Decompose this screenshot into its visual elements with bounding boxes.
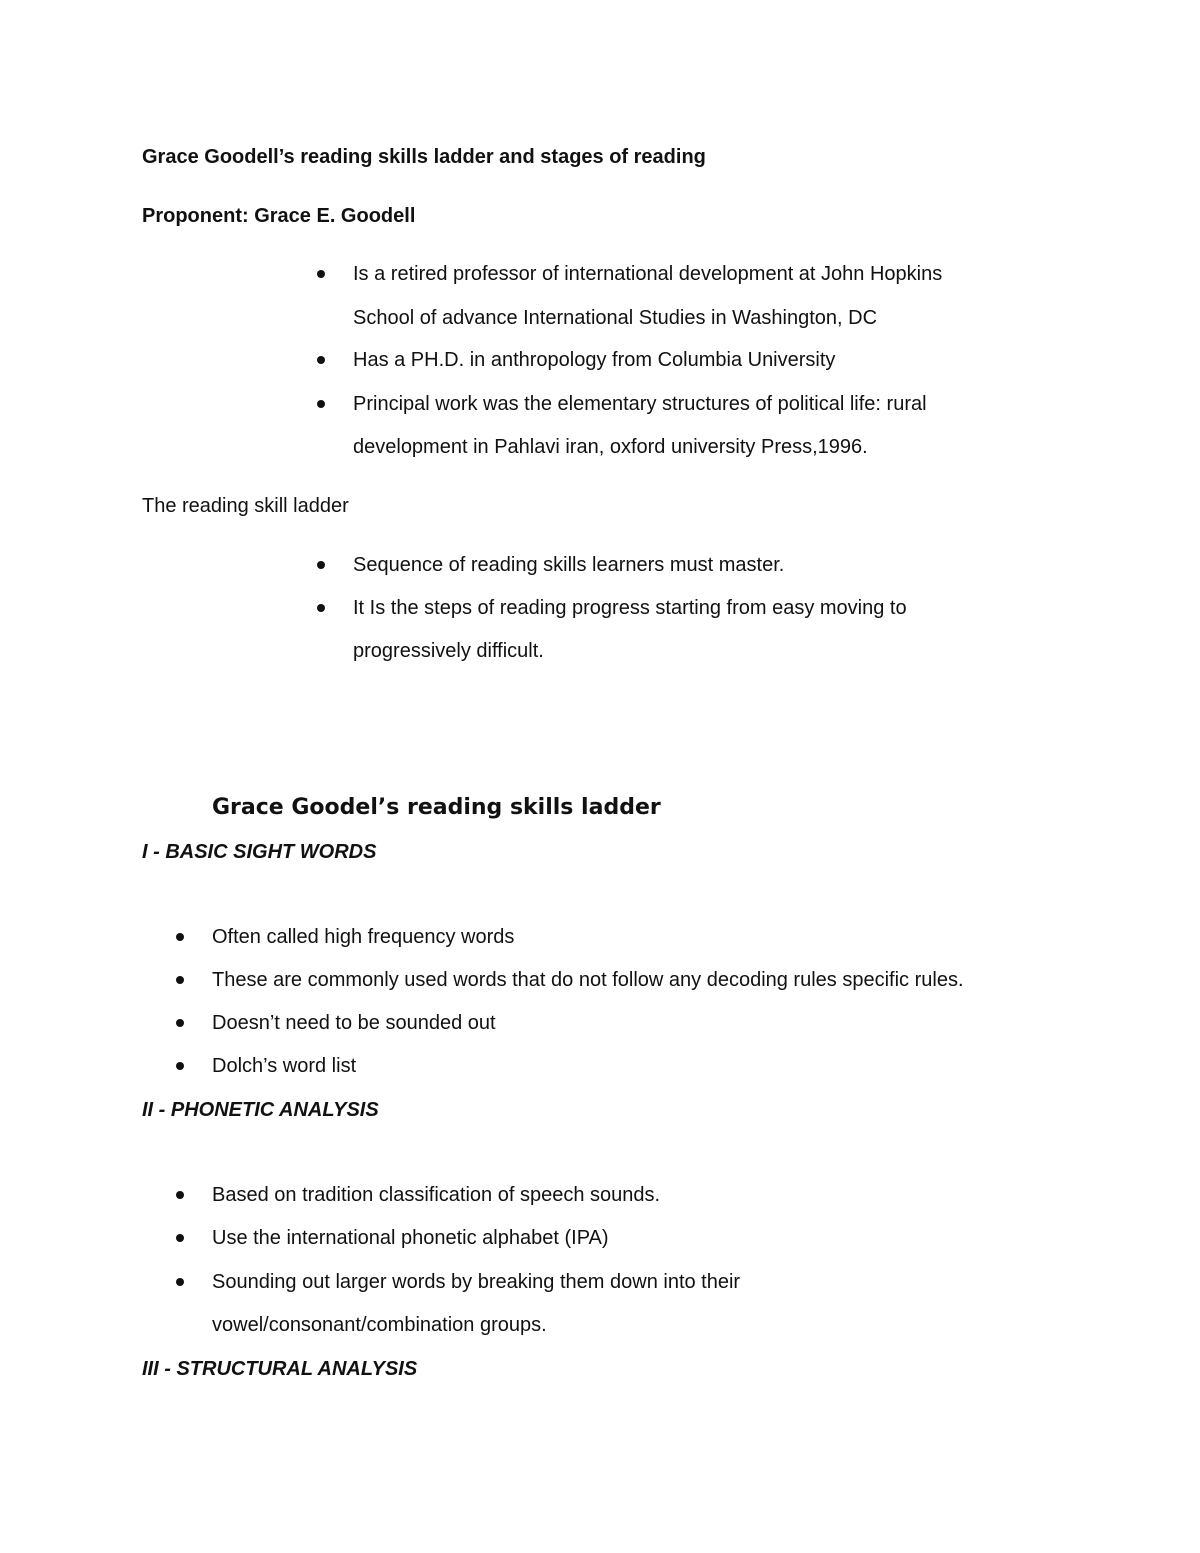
bullet-dot [317, 400, 325, 408]
ladder-bullet-2: It Is the steps of reading progress starting from easy moving to [353, 597, 907, 619]
part-2-bullet-3: Sounding out larger words by breaking them down into their [212, 1271, 741, 1293]
proponent-bullet-1: Is a retired professor of international development at John Hopkins [353, 263, 943, 285]
bullet-dot [317, 270, 325, 278]
bullet-dot [317, 356, 325, 364]
ladder-heading: The reading skill ladder [142, 495, 349, 517]
ladder-bullet-2-cont: progressively difficult. [353, 640, 544, 662]
bullet-dot [176, 976, 184, 984]
bullet-dot [176, 1062, 184, 1070]
bullet-dot [176, 1234, 184, 1242]
part-2-bullet-2: Use the international phonetic alphabet (IPA) [212, 1227, 609, 1249]
part-2-bullet-3-cont: vowel/consonant/combination groups. [212, 1314, 547, 1336]
bullet-dot [176, 1191, 184, 1199]
proponent-bullet-3: Principal work was the elementary structures of political life: rural [353, 393, 927, 415]
ladder-bullet-1: Sequence of reading skills learners must master. [353, 554, 785, 576]
part-3-heading: III - STRUCTURAL ANALYSIS [142, 1358, 418, 1380]
section-heading: Grace Goodel’s reading skills ladder [212, 795, 661, 820]
proponent-line: Proponent: Grace E. Goodell [142, 205, 416, 227]
document-title: Grace Goodell’s reading skills ladder and stages of reading [142, 146, 706, 168]
proponent-bullet-2: Has a PH.D. in anthropology from Columbia University [353, 349, 836, 371]
bullet-dot [176, 1278, 184, 1286]
bullet-dot [317, 561, 325, 569]
proponent-bullet-1-cont: School of advance International Studies in Washington, DC [353, 307, 878, 329]
bullet-dot [176, 1019, 184, 1027]
part-2-heading: II - PHONETIC ANALYSIS [142, 1099, 379, 1121]
part-1-heading: I - BASIC SIGHT WORDS [142, 841, 377, 863]
part-1-bullet-1: Often called high frequency words [212, 926, 515, 948]
bullet-dot [317, 604, 325, 612]
part-1-bullet-2: These are commonly used words that do not follow any decoding rules specific rules. [212, 969, 964, 991]
part-2-bullet-1: Based on tradition classification of speech sounds. [212, 1184, 661, 1206]
part-1-bullet-3: Doesn’t need to be sounded out [212, 1012, 496, 1034]
bullet-dot [176, 933, 184, 941]
part-1-bullet-4: Dolch’s word list [212, 1055, 357, 1077]
proponent-bullet-3-cont: development in Pahlavi iran, oxford university Press,1996. [353, 436, 868, 458]
